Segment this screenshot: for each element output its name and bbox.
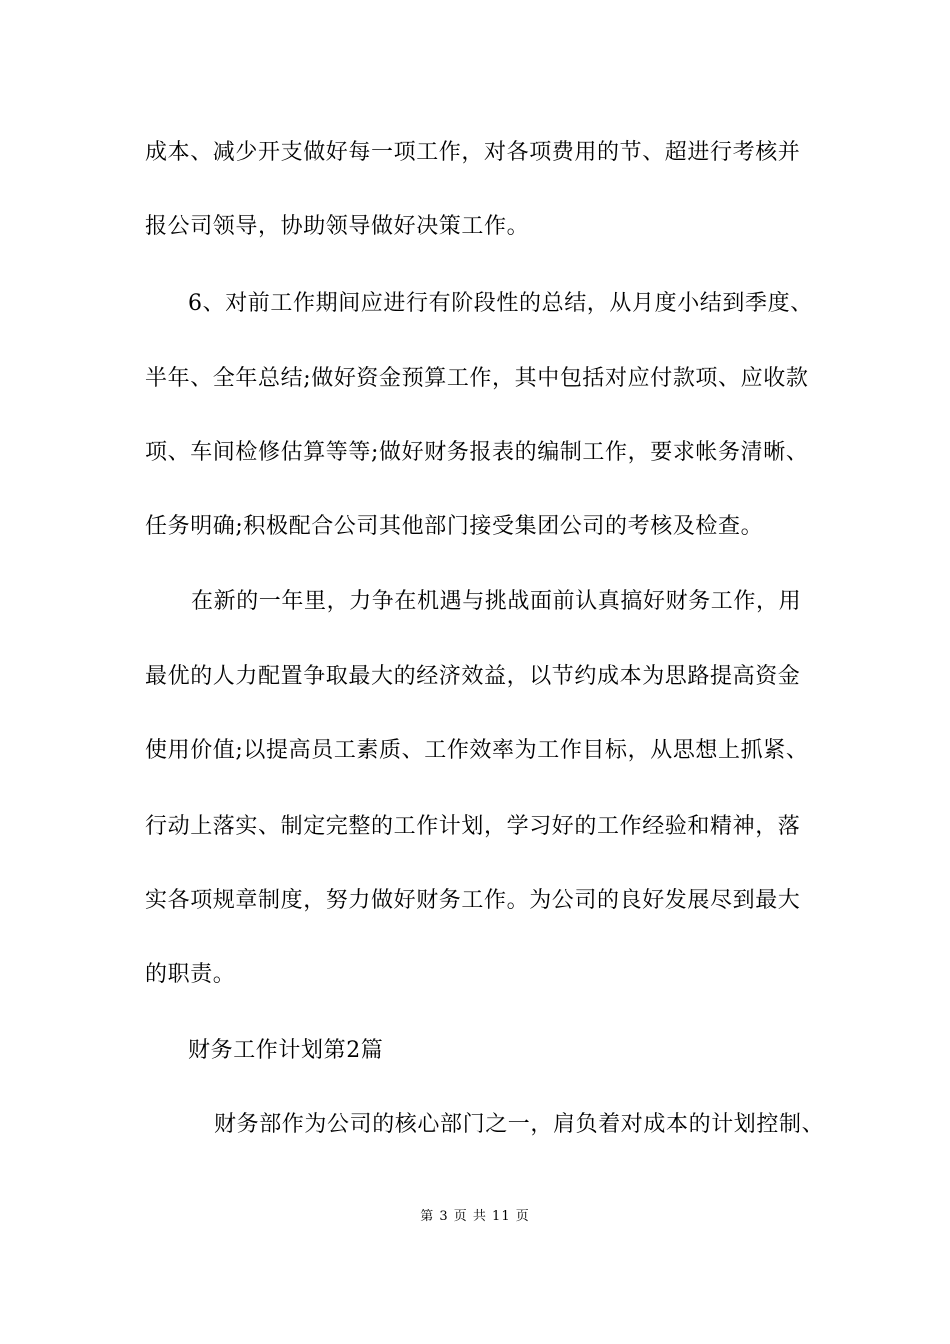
paragraph-line: 半年、全年总结;做好资金预算工作，其中包括对应付款项、应收款 xyxy=(145,366,809,391)
paragraph-line: 的职责。 xyxy=(145,962,236,987)
paragraph-line: 6、对前工作期间应进行有阶段性的总结，从月度小结到季度、 xyxy=(188,291,813,316)
paragraph-line: 项、车间检修估算等等;做好财务报表的编制工作，要求帐务清晰、 xyxy=(145,440,809,465)
paragraph-line: 实各项规章制度，努力做好财务工作。为公司的良好发展尽到最大 xyxy=(145,888,801,913)
paragraph-line: 在新的一年里，力争在机遇与挑战面前认真搞好财务工作，用 xyxy=(191,589,802,614)
page-number-footer: 第 3 页 共 11 页 xyxy=(420,1209,530,1224)
paragraph-line: 行动上落实、制定完整的工作计划，学习好的工作经验和精神，落 xyxy=(145,814,801,839)
paragraph-line: 财务部作为公司的核心部门之一，肩负着对成本的计划控制、 xyxy=(214,1112,825,1137)
paragraph-line: 任务明确;积极配合公司其他部门接受集团公司的考核及检查。 xyxy=(145,514,764,539)
paragraph-line: 成本、减少开支做好每一项工作，对各项费用的节、超进行考核并 xyxy=(145,140,801,165)
section-heading: 财务工作计划第2篇 xyxy=(188,1038,384,1063)
paragraph-line: 报公司领导，协助领导做好决策工作。 xyxy=(145,214,530,239)
paragraph-line: 使用价值;以提高员工素质、工作效率为工作目标，从思想上抓紧、 xyxy=(145,738,809,763)
paragraph-line: 最优的人力配置争取最大的经济效益，以节约成本为思路提高资金 xyxy=(145,664,801,689)
